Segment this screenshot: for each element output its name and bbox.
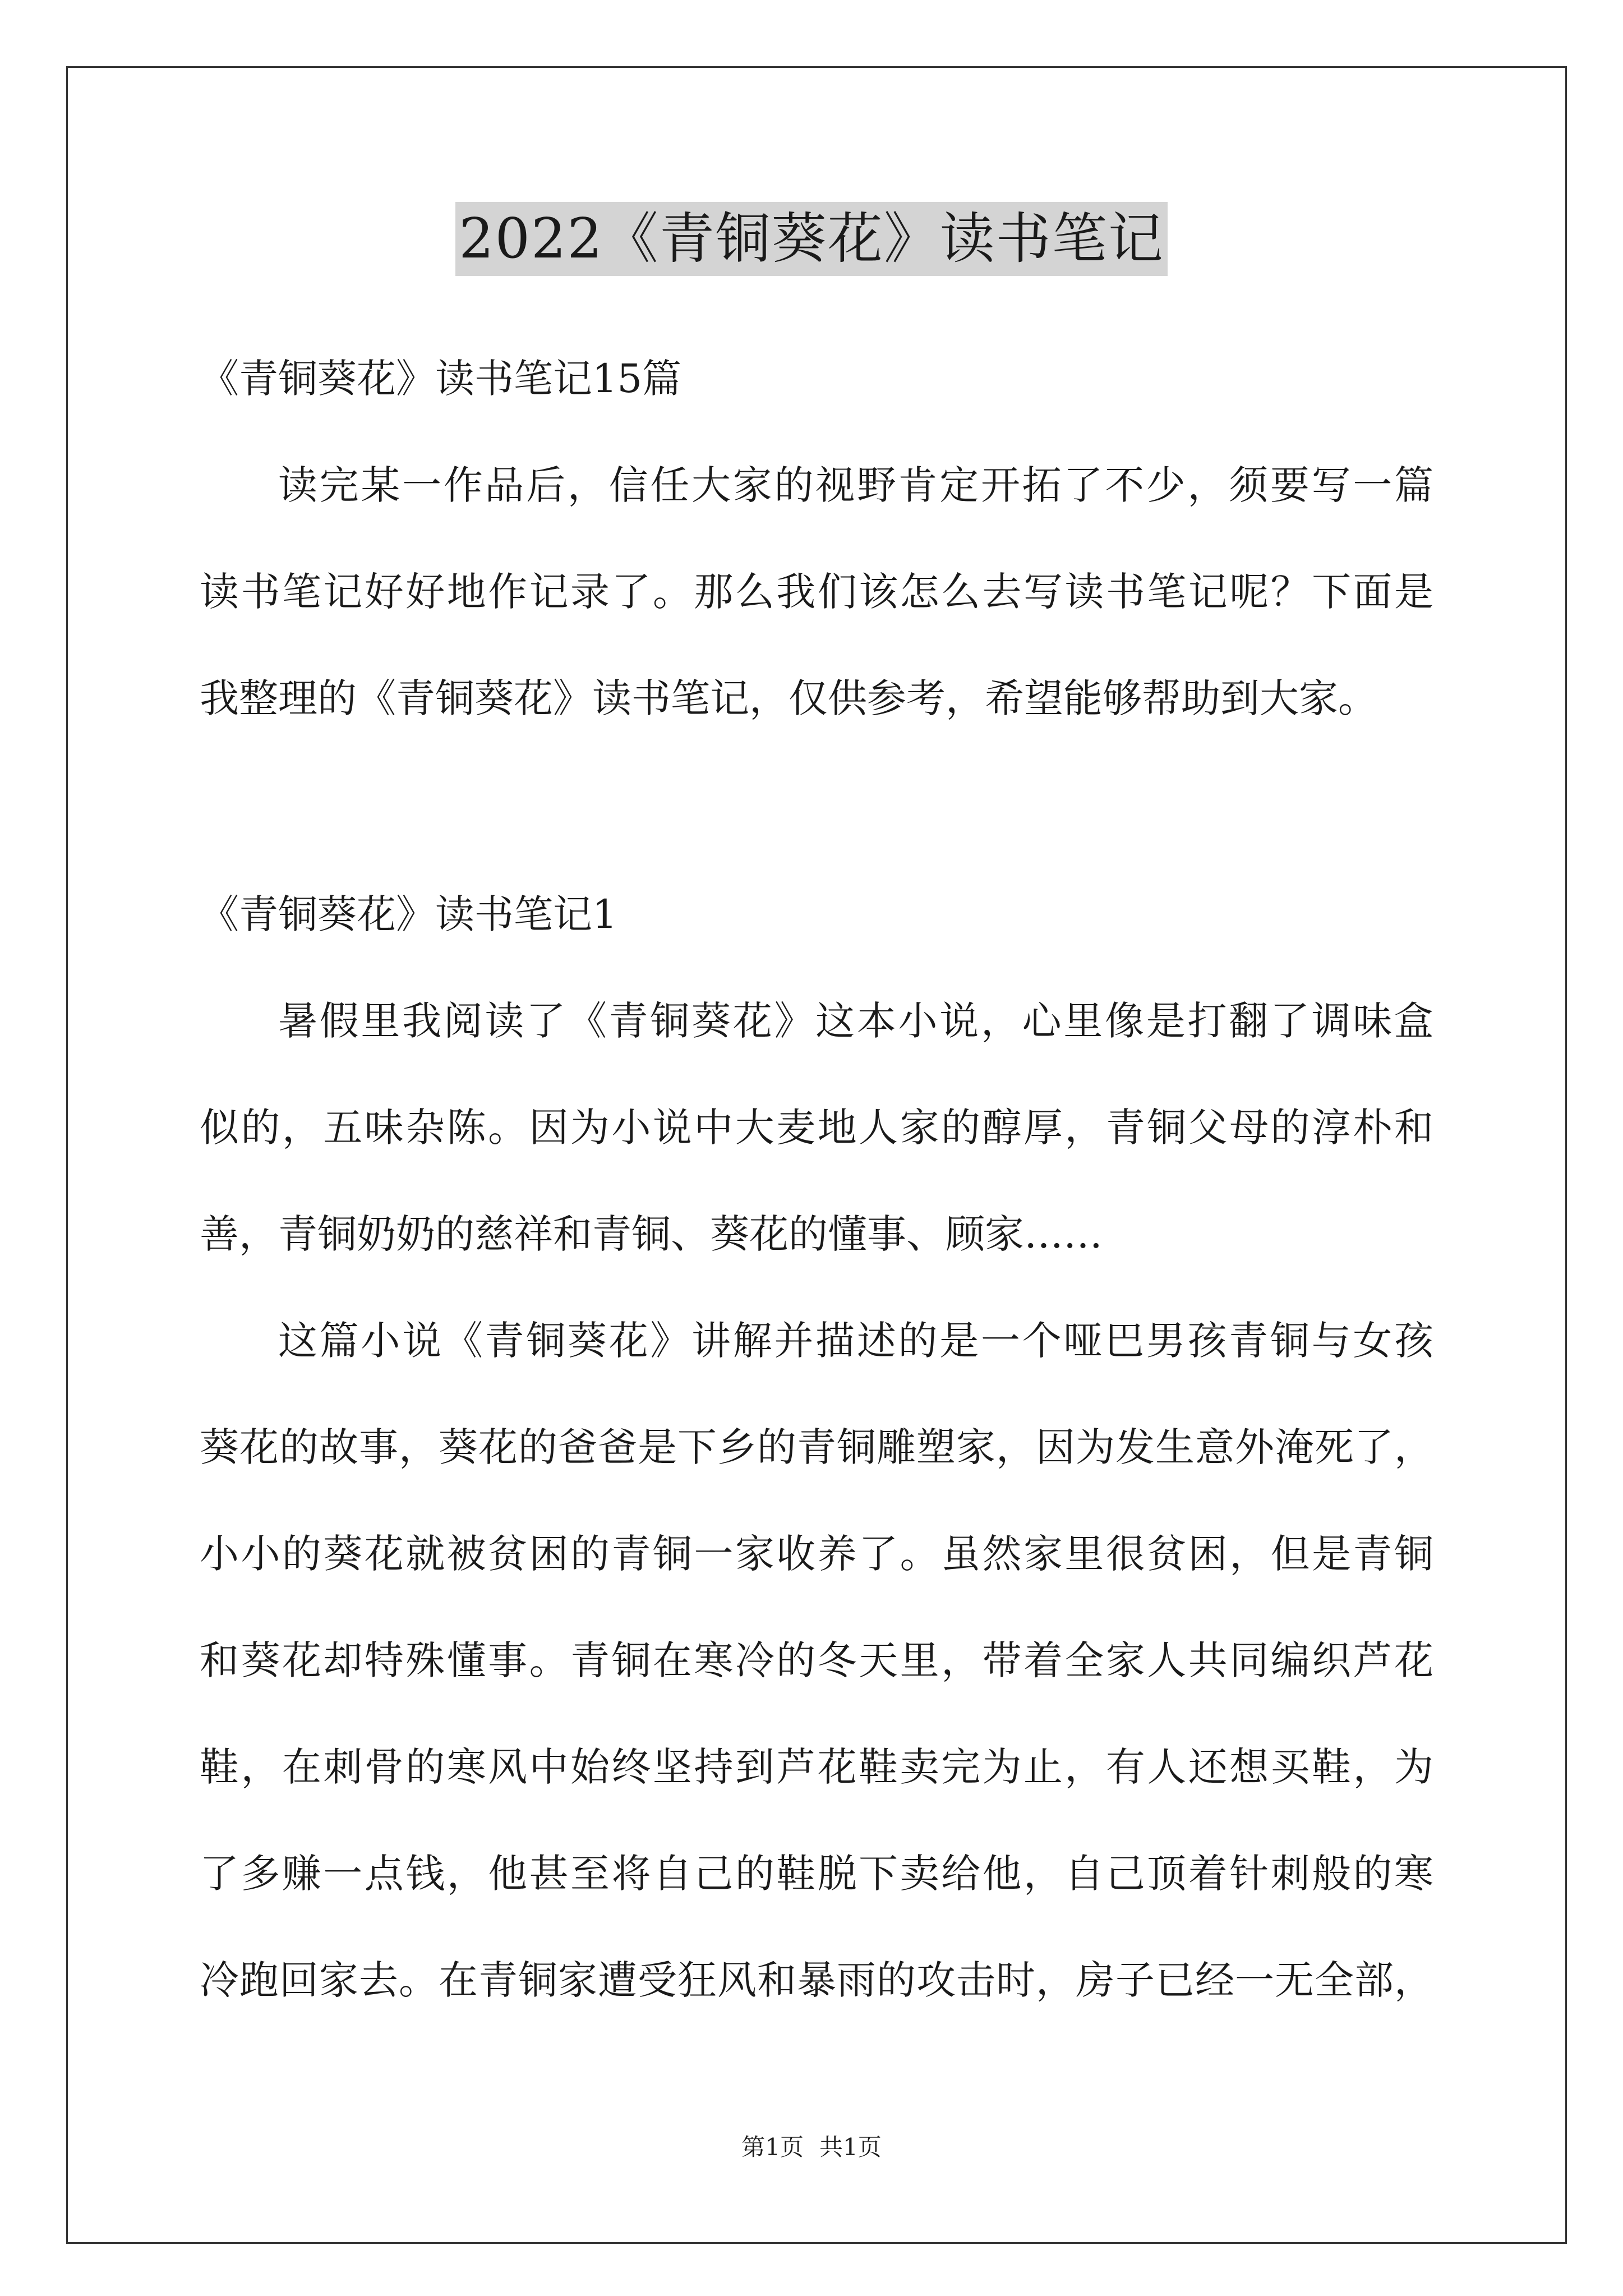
page-current: 第1页 [741, 2133, 804, 2161]
paragraph1-line-2: 似的，五味杂陈。因为小说中大麦地人家的醇厚，青铜父母的淳朴和 [200, 1105, 1433, 1151]
intro-line-1: 读完某一作品后，信任大家的视野肯定开拓了不少，须要写一篇 [278, 462, 1433, 508]
intro-line-2: 读书笔记好好地作记录了。那么我们该怎么去写读书笔记呢？下面是 [200, 569, 1433, 615]
paragraph1-line-3: 善，青铜奶奶的慈祥和青铜、葵花的懂事、顾家…… [200, 1211, 1103, 1257]
document-title: 2022《青铜葵花》读书笔记 [455, 202, 1167, 276]
title-container [0, 202, 1623, 276]
paragraph2-line-2: 葵花的故事，葵花的爸爸是下乡的青铜雕塑家，因为发生意外淹死了， [200, 1424, 1433, 1470]
page-total: 共1页 [819, 2133, 882, 2161]
intro-line-3: 我整理的《青铜葵花》读书笔记，仅供参考，希望能够帮助到大家。 [200, 675, 1377, 721]
page-footer [0, 2132, 1623, 2163]
document-subtitle: 《青铜葵花》读书笔记15篇 [200, 356, 682, 402]
paragraph2-line-5: 鞋，在刺骨的寒风中始终坚持到芦花鞋卖完为止，有人还想买鞋，为 [200, 1744, 1433, 1790]
section-heading: 《青铜葵花》读书笔记1 [200, 891, 617, 937]
paragraph2-line-6: 了多赚一点钱，他甚至将自己的鞋脱下卖给他，自己顶着针刺般的寒 [200, 1851, 1433, 1897]
paragraph2-line-4: 和葵花却特殊懂事。青铜在寒冷的冬天里，带着全家人共同编织芦花 [200, 1637, 1433, 1683]
paragraph2-line-3: 小小的葵花就被贫困的青铜一家收养了。虽然家里很贫困，但是青铜 [200, 1531, 1433, 1577]
paragraph2-line-1: 这篇小说《青铜葵花》讲解并描述的是一个哑巴男孩青铜与女孩 [278, 1318, 1433, 1364]
paragraph2-line-7: 冷跑回家去。在青铜家遭受狂风和暴雨的攻击时，房子已经一无全部， [200, 1957, 1433, 2003]
paragraph1-line-1: 暑假里我阅读了《青铜葵花》这本小说，心里像是打翻了调味盒 [278, 998, 1433, 1044]
